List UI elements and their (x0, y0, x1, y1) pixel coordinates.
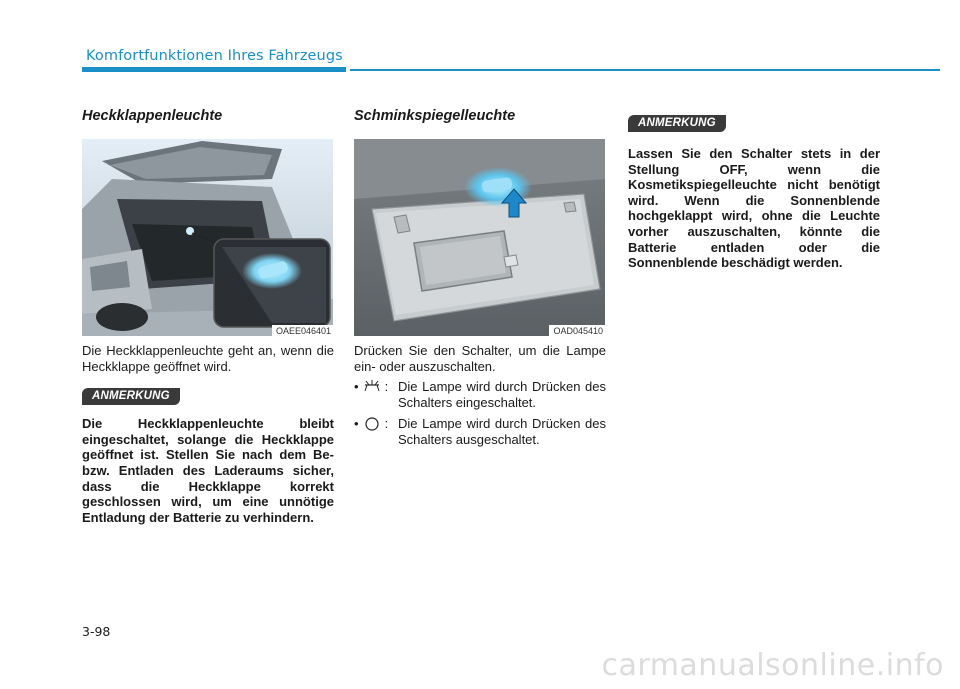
tailgate-light-text: Die Heckklappenleuchte geht an, wenn die Heckklappe geöffnet wird. (82, 343, 334, 374)
note-block (82, 386, 334, 405)
section-header-title: Komfortfunktionen Ihres Fahrzeugs (86, 48, 343, 64)
vanity-mirror-illustration (354, 139, 605, 336)
header-rule-thin (350, 69, 940, 71)
tailgate-illustration (82, 139, 333, 336)
list-item: • : Die Lampe wird durch Drücken des Schalters eingeschaltet. (354, 379, 606, 410)
vanity-mirror-text: Drücken Sie den Schalter, um die Lampe ein- oder auszuschalten. (354, 343, 606, 374)
vanity-mirror-figure (354, 139, 605, 336)
figure-code: OAD045410 (549, 325, 605, 336)
figure-code: OAEE046401 (272, 325, 333, 336)
section-title-vanity-mirror-light: Schminkspiegelleuchte (354, 108, 516, 124)
page-number: 3-98 (82, 624, 111, 639)
note-badge: ANMERKUNG (628, 115, 726, 132)
column-tailgate-light (82, 108, 334, 525)
section-title-tailgate-light: Heckklappenleuchte (82, 108, 223, 124)
tailgate-light-figure (82, 139, 333, 336)
watermark: carmanualsonline.info (601, 648, 944, 683)
tailgate-note-text: Die Heckklappenleuchte bleibt eingeschaltet, solange die Heckklappe geöffnet ist. Stellen Sie nach dem Be- bzw. Entladen des Laderaums sicher, dass die Heckklappe korrekt geschlossen wird, um eine unnötige Entladung der Batterie zu verhindern. (82, 416, 334, 525)
lamp-off-text: Die Lampe wird durch Drücken des Schalters ausgeschaltet. (398, 416, 606, 447)
column-note (628, 113, 880, 271)
header-rule-thick (82, 67, 346, 72)
note-block (628, 113, 880, 132)
lamp-on-icon (363, 379, 381, 393)
lamp-off-icon (363, 416, 381, 432)
note-badge: ANMERKUNG (82, 388, 180, 405)
lamp-on-text: Die Lampe wird durch Drücken des Schalters eingeschaltet. (398, 379, 606, 410)
lamp-mode-list (354, 379, 606, 447)
list-item: • : Die Lampe wird durch Drücken des Schalters ausgeschaltet. (354, 416, 606, 447)
vanity-note-text: Lassen Sie den Schalter stets in der Stellung OFF, wenn die Kosmetikspiegelleuchte nicht benötigt wird. Wenn die Sonnenblende hochgeklappt wird, ohne die Leuchte vorher auszuschalten, könnte die Batterie entladen oder die Sonnenblende beschädigt werden. (628, 146, 880, 271)
column-vanity-mirror-light (354, 108, 606, 454)
